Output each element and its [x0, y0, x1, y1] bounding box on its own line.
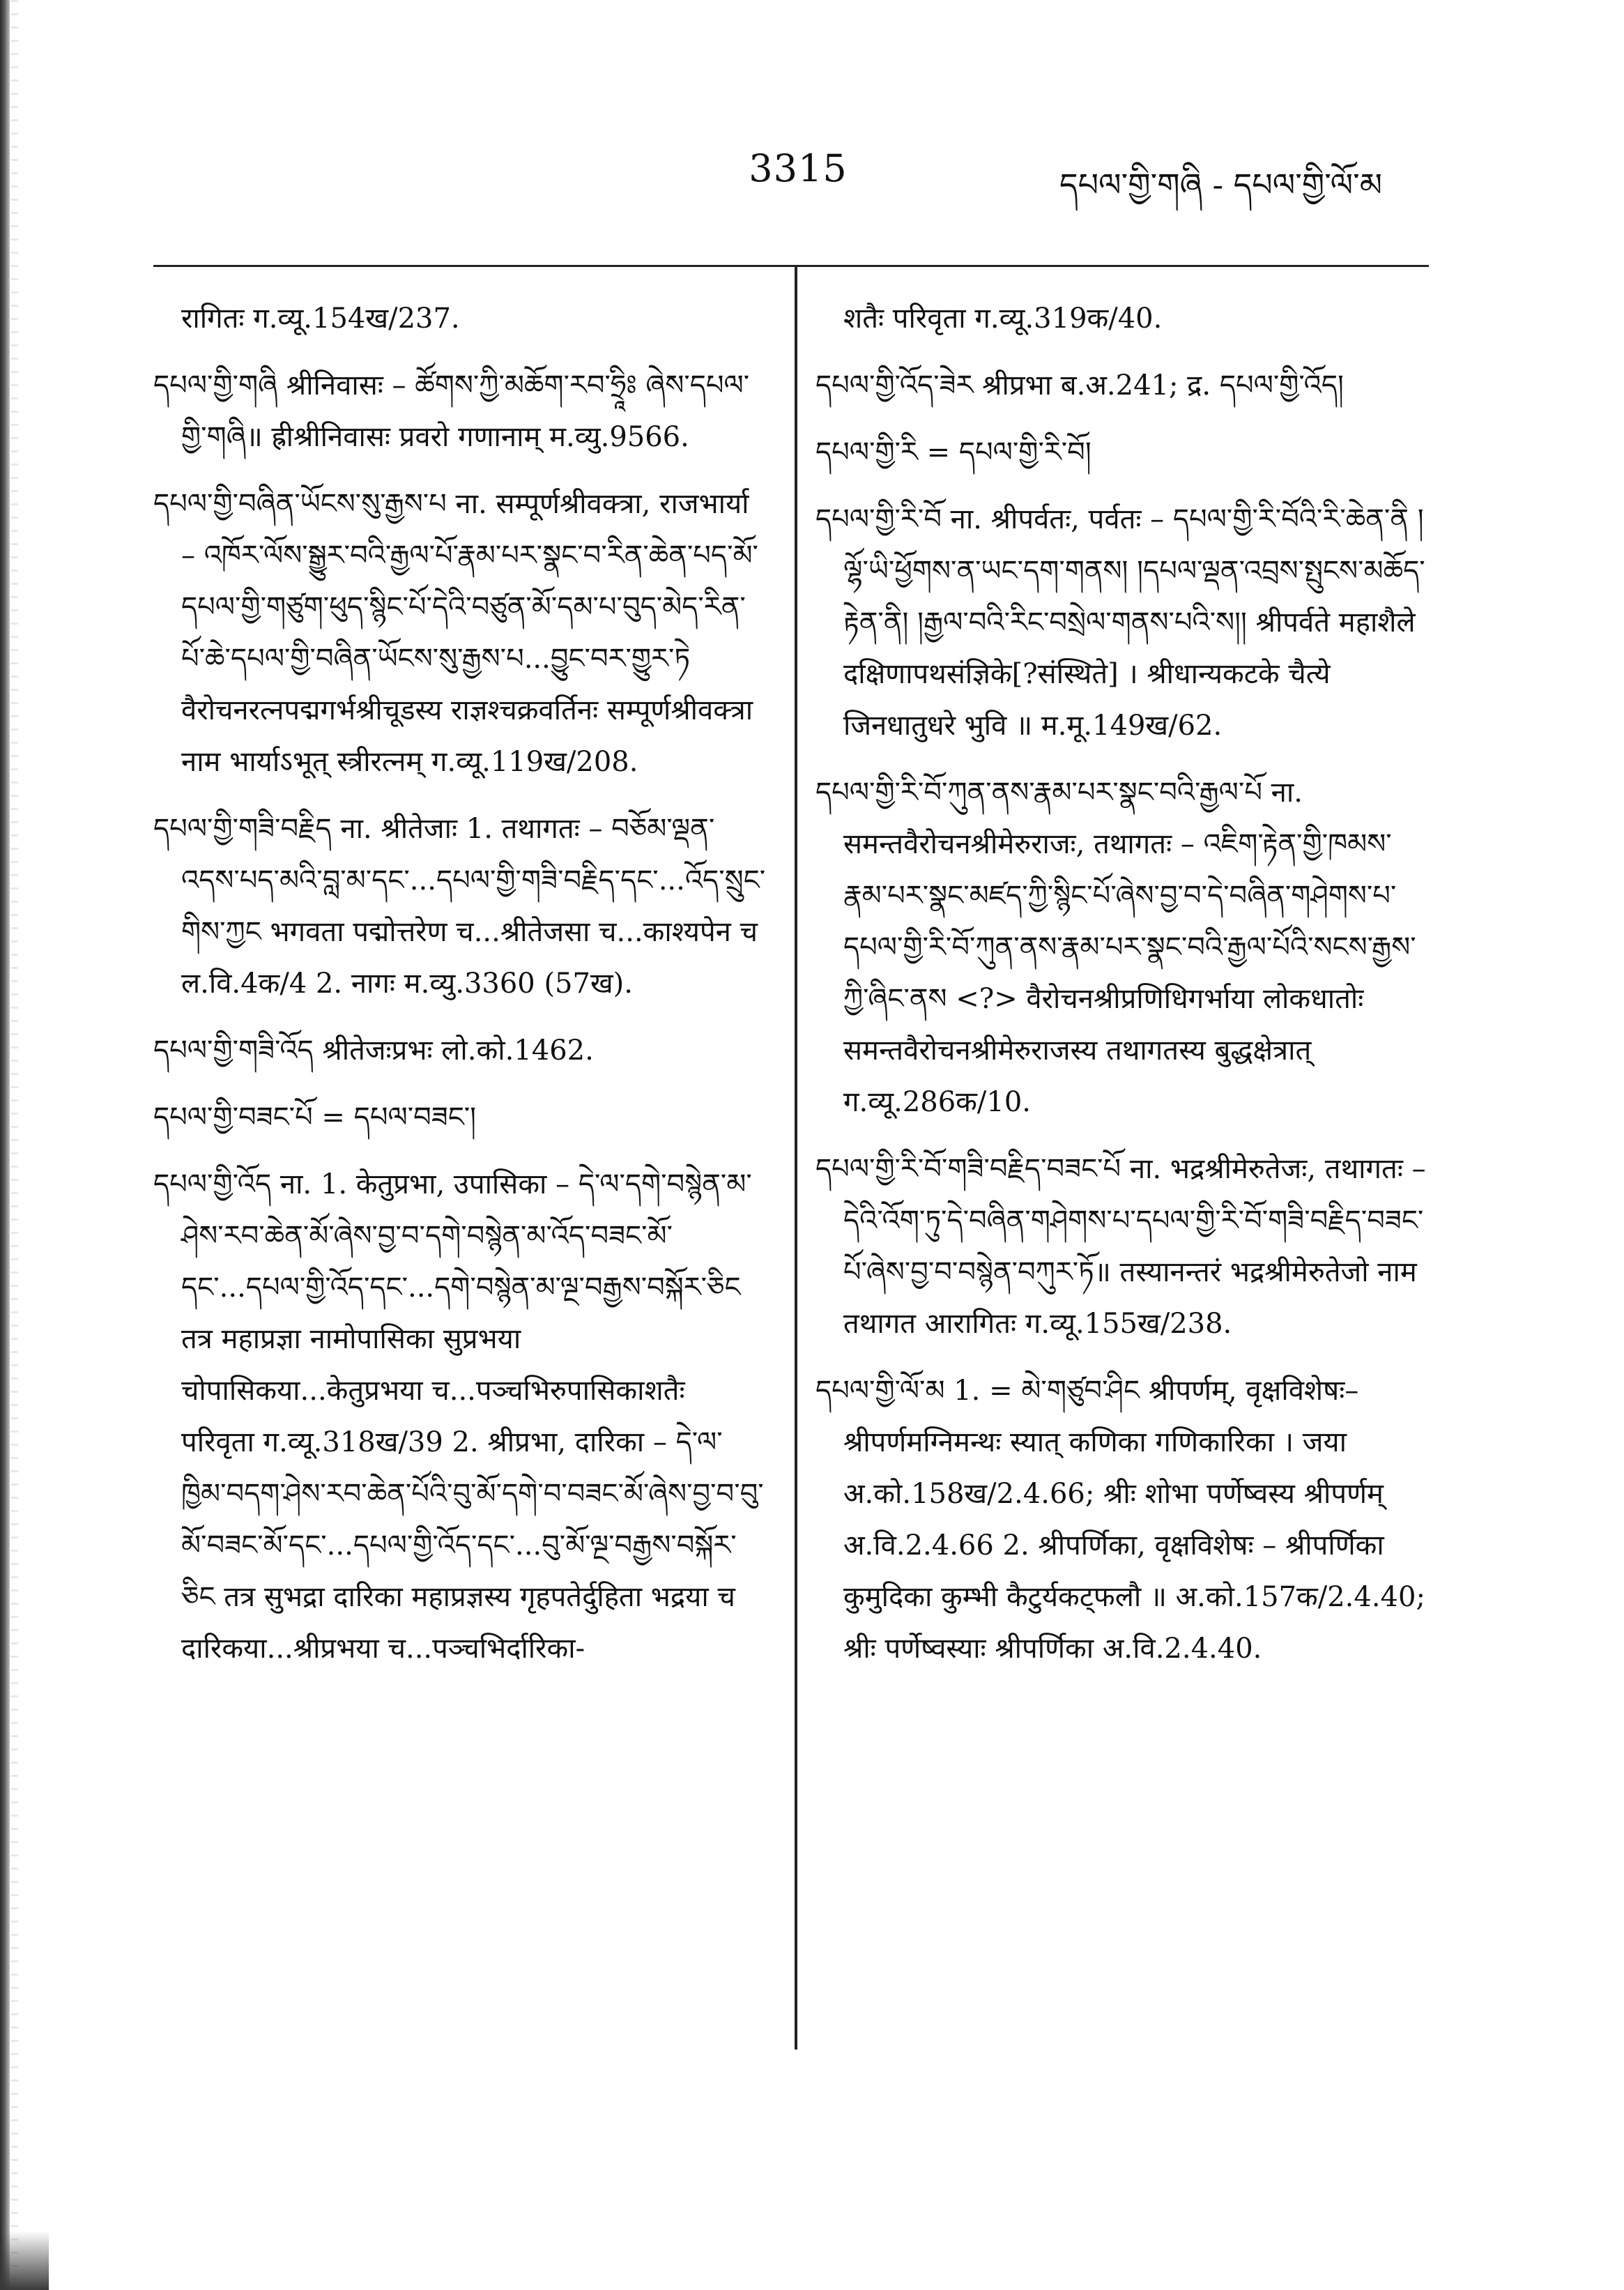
dictionary-entry: དཔལ་གྱི་རི་བོ ना. श्रीपर्वतः, पर्वतः – དཔལ་གྱི་རི་བོའི་རི་ཆེན་ནི །ལྷོ་ཡི་ཕྱོགས་ན་ཡང་དག་གནས། །དཔལ་ལྡན་འབྲས་སྤུངས་མཆོད་རྟེན་ནི། །རྒྱལ་བའི་རིང་བསྲེལ་གནས་པའི་ས།། श्रीपर्वते महाशैले दक्षिणापथसंज्ञिके[?संस्थिते] । श्रीधान्यकटके चैत्ये जिनधातुधरे भुवि ॥ म.मू.149ख/62.: [815, 503, 1425, 742]
left-column: [153, 293, 767, 1690]
page-number: 3315: [749, 146, 848, 190]
scan-edge-specks: [11, 0, 18, 2290]
dictionary-entry: དཔལ་གྱི་གཟི་འོད श्रीतेजःप्रभः लो.को.1462.: [153, 1035, 594, 1067]
dictionary-entry: དཔལ་གྱི་བཟང་པོ = དཔལ་བཟང་།: [153, 1101, 477, 1133]
dictionary-entry: དཔལ་གྱི་རི་བོ་ཀུན་ནས་རྣམ་པར་སྣང་བའི་རྒྱལ་པོ ना. समन्तवैरोचनश्रीमेरुराजः, तथागतः – འཇིག་རྟེན་གྱི་ཁམས་རྣམ་པར་སྣང་མཛད་ཀྱི་སྙིང་པོ་ཞེས་བྱ་བ་དེ་བཞིན་གཤེགས་པ་དཔལ་གྱི་རི་བོ་ཀུན་ནས་རྣམ་པར་སྣང་བའི་རྒྱལ་པོའི་སངས་རྒྱས་ཀྱི་ཞིང་ནས <?> वैरोचनश्रीप्रणिधिगर्भाया लोकधातोः समन्तवैरोचनश्रीमेरुराजस्य तथागतस्य बुद्धक्षेत्रात् ग.व्यू.286क/10.: [815, 777, 1416, 1118]
dictionary-entry: དཔལ་གྱི་འོད ना. 1. केतुप्रभा, उपासिका – དེ་ལ་དགེ་བསྙེན་མ་ཤེས་རབ་ཆེན་མོ་ཞེས་བྱ་བ་དགེ་བསྙེན་མ་འོད་བཟང་མོ་དང་...དཔལ་གྱི་འོད་དང་...དགེ་བསྙེན་མ་ལྔ་བརྒྱས་བསྐོར་ཅིང तत्र महाप्रज्ञा नामोपासिका सुप्रभया चोपासिकया...केतुप्रभया च...पञ्चभिरुपासिकाशतैः परिवृता ग.व्यू.318ख/39 2. श्रीप्रभा, दारिका – དེ་ལ་ཁྱིམ་བདག་ཤེས་རབ་ཆེན་པོའི་བུ་མོ་དགེ་བ་བཟང་མོ་ཞེས་བྱ་བ་བུ་མོ་བཟང་མོ་དང་...དཔལ་གྱི་འོད་དང་...བུ་མོ་ལྔ་བརྒྱས་བསྐོར་ཅིང तत्र सुभद्रा दारिका महाप्रज्ञस्य गृहपतेर्दुहिता भद्रया च दारिकया...श्रीप्रभया च...पञ्चभिर्दारिका-: [153, 1168, 764, 1665]
running-head: དཔལ་གྱི་གཞི - དཔལ་གྱི་ལོ་མ: [1059, 166, 1383, 204]
dictionary-entry: དཔལ་གྱི་གཞི श्रीनिवासः – ཚོགས་ཀྱི་མཆོག་རབ་ཧྲཱིཿ ཞེས་དཔལ་གྱི་གཞི॥ ह्रीश्रीनिवासः प्रवरो गणानाम् म.व्यु.9566.: [153, 369, 750, 453]
header-rule: [153, 265, 1429, 267]
dictionary-entry: དཔལ་གྱི་བཞིན་ཡོངས་སུ་རྒྱས་པ ना. सम्पूर्णश्रीवक्त्रा, राजभार्या – འཁོར་ལོས་སྒྱུར་བའི་རྒྱལ་པོ་རྣམ་པར་སྣང་བ་རིན་ཆེན་པད་མོ་དཔལ་གྱི་གཙུག་ཕུད་སྙིང་པོ་དེའི་བཙུན་མོ་དམ་པ་བུད་མེད་རིན་པོ་ཆེ་དཔལ་གྱི་བཞིན་ཡོངས་སུ་རྒྱས་པ...བྱུང་བར་གྱུར་ཏེ वैरोचनरत्नपद्मगर्भश्रीचूडस्य राज्ञश्चक्रवर्तिनः सम्पूर्णश्रीवक्त्रा नाम भार्याऽभूत् स्त्रीरत्नम् ग.व्यू.119ख/208.: [153, 488, 758, 778]
dictionary-entry: དཔལ་གྱི་ལོ་མ 1. = མེ་གཙུབ་ཤིང श्रीपर्णम्, वृक्षविशेषः– श्रीपर्णमग्निमन्थः स्यात् कणिका गणिकारिका । जया अ.को.158ख/2.4.66; श्रीः शोभा पर्णेष्वस्य श्रीपर्णम् अ.वि.2.4.66 2. श्रीपर्णिका, वृक्षविशेषः – श्रीपर्णिका कुमुदिका कुम्भी कैटुर्यकट्फलौ ॥ अ.को.157क/2.4.40; श्रीः पर्णेष्वस्याः श्रीपर्णिका अ.वि.2.4.40.: [815, 1375, 1425, 1665]
dictionary-entry: དཔལ་གྱི་འོད་ཟེར श्रीप्रभा ब.अ.241; द्र. དཔལ་གྱི་འོད།: [815, 369, 1344, 402]
dictionary-entry: དཔལ་གྱི་རི = དཔལ་གྱི་རི་བོ།: [815, 436, 1091, 468]
entry-continuation: रागितः ग.व्यू.154ख/237.: [181, 303, 460, 335]
dictionary-entry: དཔལ་གྱི་གཟི་བརྗིད ना. श्रीतेजाः 1. तथागतः – བཅོམ་ལྡན་འདས་པད་མའི་བླ་མ་དང་...དཔལ་གྱི་གཟི་བརྗིད་དང་...འོད་སྲུང་གིས་ཀྱང भगवता पद्मोत्तरेण च...श्रीतेजसा च...काश्यपेन च ल.वि.4क/4 2. नागः म.व्यु.3360 (57ख).: [153, 813, 766, 1000]
scan-corner-shadow: [0, 2231, 49, 2290]
column-divider: [795, 265, 797, 2049]
scan-binding-edge: [0, 0, 10, 2290]
entry-continuation: शतैः परिवृता ग.व्यू.319क/40.: [843, 303, 1163, 335]
right-column: [815, 293, 1429, 1690]
dictionary-entry: དཔལ་གྱི་རི་བོ་གཟི་བརྗིད་བཟང་པོ ना. भद्रश्रीमेरुतेजः, तथागतः – དེའི་འོག་ཏུ་དེ་བཞིན་གཤེགས་པ་དཔལ་གྱི་རི་བོ་གཟི་བརྗིད་བཟང་པོ་ཞེས་བྱ་བ་བསྙེན་བཀུར་ཏོ॥ तस्यानन्तरं भद्रश्रीमेरुतेजो नाम तथागत आरागितः ग.व्यू.155ख/238.: [815, 1153, 1426, 1340]
